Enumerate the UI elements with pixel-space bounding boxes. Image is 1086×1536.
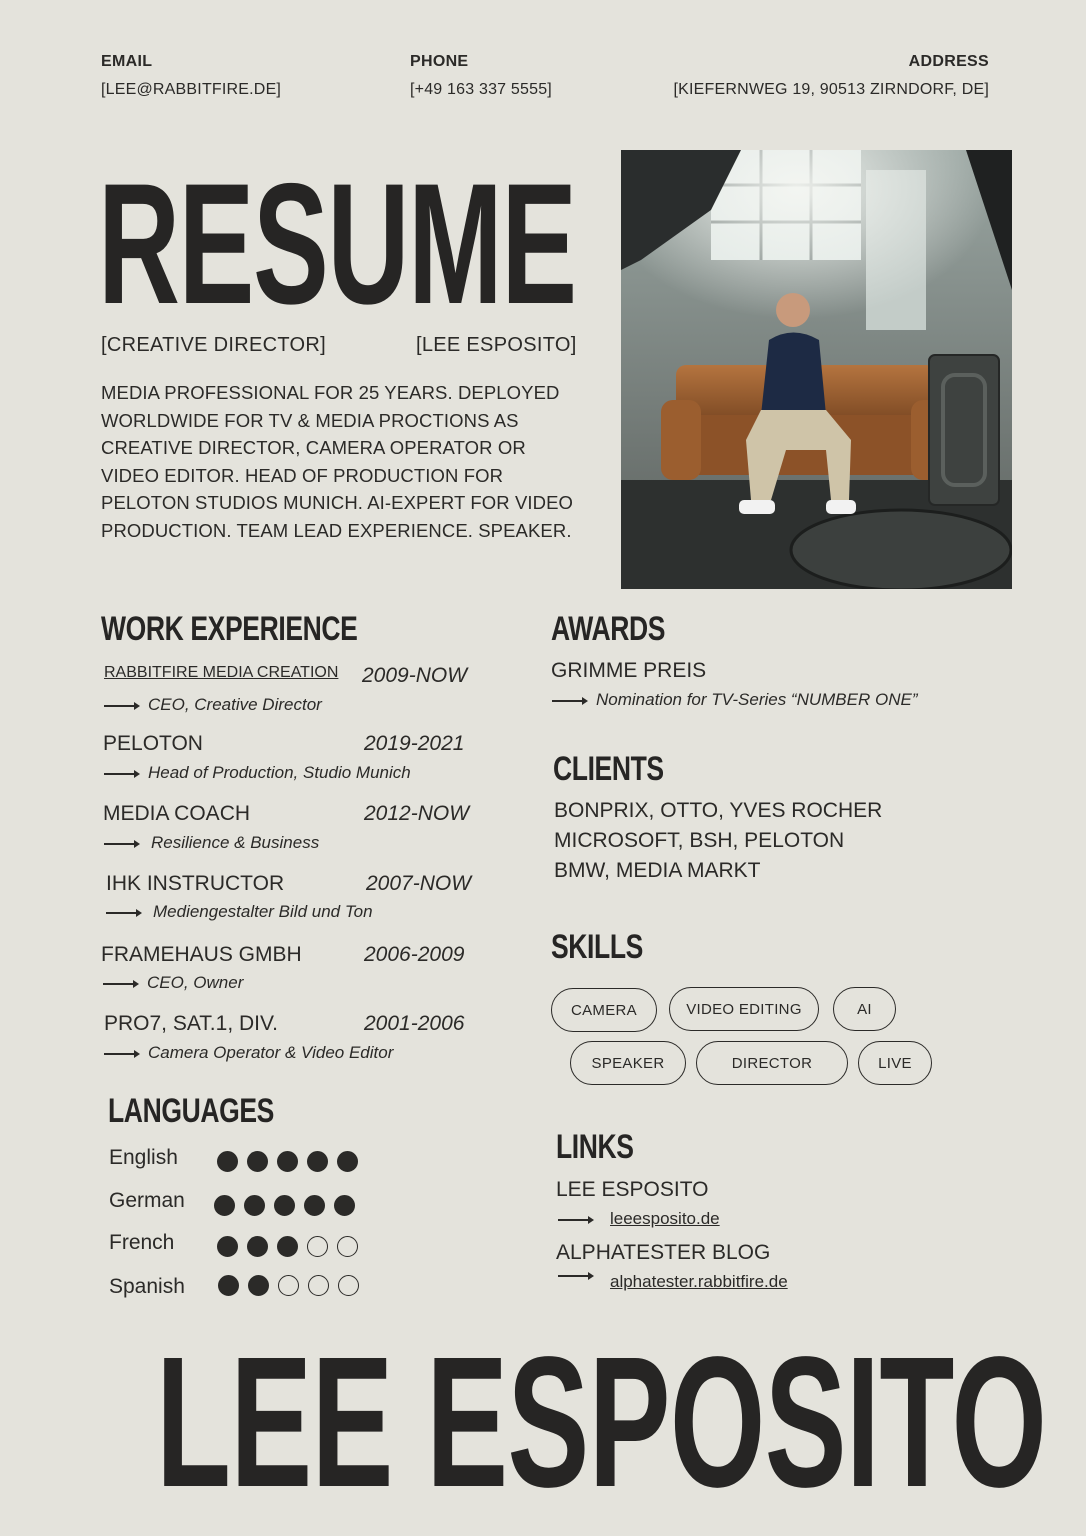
footer-name: LEE ESPOSITO — [156, 1319, 1047, 1526]
arrow-right-icon — [552, 695, 588, 705]
rating-dot-filled — [217, 1151, 238, 1172]
studio-photo-illustration — [621, 150, 1012, 589]
arrow-right-icon — [106, 907, 142, 917]
links-heading: LINKS — [556, 1128, 634, 1166]
role-tag: [CREATIVE DIRECTOR] — [101, 334, 326, 356]
skill-tag-director: DIRECTOR — [696, 1041, 848, 1085]
skill-tag-live: LIVE — [858, 1041, 932, 1085]
phone-value[interactable]: [+49 163 337 5555] — [410, 81, 552, 98]
rating-dot-filled — [217, 1236, 238, 1257]
link-title: LEE ESPOSITO — [556, 1178, 709, 1201]
job-company: PRO7, SAT.1, DIV. — [104, 1012, 278, 1035]
address-label: ADDRESS — [908, 53, 989, 70]
link-row — [558, 1209, 720, 1229]
name-tag: [LEE ESPOSITO] — [416, 334, 577, 356]
skills-heading: SKILLS — [551, 928, 643, 966]
rating-dot-filled — [304, 1195, 325, 1216]
awards-heading: AWARDS — [551, 610, 666, 648]
job-company: MEDIA COACH — [103, 802, 251, 825]
link-row — [558, 1266, 788, 1292]
email-value[interactable]: [LEE@RABBITFIRE.DE] — [101, 81, 282, 98]
profile-photo — [621, 150, 1012, 589]
skill-tag-speaker: SPEAKER — [570, 1041, 686, 1085]
email-label: EMAIL — [101, 53, 153, 70]
rating-dot-empty — [338, 1275, 359, 1296]
job-role-text: CEO, Creative Director — [148, 695, 322, 714]
job-years: 2012-NOW — [364, 802, 470, 825]
rating-dot-filled — [277, 1151, 298, 1172]
rating-dot-filled — [337, 1151, 358, 1172]
rating-dot-empty — [337, 1236, 358, 1257]
rating-dot-empty — [308, 1275, 329, 1296]
job-role — [104, 695, 322, 715]
job-years: 2009-NOW — [362, 664, 468, 687]
award-detail-text: Nomination for TV-Series “NUMBER ONE” — [596, 690, 918, 709]
link-title: ALPHATESTER BLOG — [556, 1241, 771, 1264]
rating-dot-filled — [334, 1195, 355, 1216]
job-years: 2001-2006 — [364, 1012, 465, 1035]
rating-dot-filled — [247, 1151, 268, 1172]
arrow-right-icon — [104, 838, 140, 848]
language-rating — [217, 1236, 358, 1257]
rating-dot-filled — [247, 1236, 268, 1257]
job-company: IHK INSTRUCTOR — [106, 872, 285, 895]
language-name: Spanish — [109, 1275, 185, 1298]
address-value: [KIEFERNWEG 19, 90513 ZIRNDORF, DE] — [673, 81, 989, 98]
rating-dot-filled — [244, 1195, 265, 1216]
job-years: 2006-2009 — [364, 943, 465, 966]
skill-tag-video-editing: VIDEO EDITING — [669, 987, 819, 1031]
job-role — [103, 973, 243, 993]
job-role-text: Mediengestalter Bild und Ton — [153, 902, 373, 921]
language-rating — [217, 1151, 358, 1172]
client-line: MICROSOFT, BSH, PELOTON — [554, 829, 845, 852]
language-name: German — [109, 1189, 185, 1212]
job-company: PELOTON — [103, 732, 203, 755]
language-rating — [214, 1195, 355, 1216]
arrow-right-icon — [558, 1214, 594, 1224]
job-role — [104, 763, 411, 783]
summary-text: MEDIA PROFESSIONAL FOR 25 YEARS. DEPLOYED WORLDWIDE FOR TV & MEDIA PROCTIONS AS CREATIVE DIRECTOR, CAMERA OPERATOR OR VIDEO EDITOR. HEAD OF PRODUCTION FOR PELOTON STUDIOS MUNICH. AI-EXPERT FOR VIDEO PRODUCTION. TEAM LEAD EXPERIENCE. SPEAKER. — [101, 382, 574, 541]
award-title: GRIMME PREIS — [551, 659, 707, 682]
client-line: BMW, MEDIA MARKT — [554, 859, 761, 882]
job-role-text: Head of Production, Studio Munich — [148, 763, 411, 782]
rating-dot-filled — [277, 1236, 298, 1257]
arrow-right-icon — [104, 700, 140, 710]
arrow-right-icon — [104, 768, 140, 778]
job-company[interactable]: RABBITFIRE MEDIA CREATION — [104, 664, 339, 681]
resume-title: RESUME — [98, 148, 576, 340]
link-url[interactable]: leeesposito.de — [610, 1209, 720, 1228]
skill-tag-ai: AI — [833, 987, 896, 1031]
job-role — [106, 902, 373, 922]
language-rating — [218, 1275, 359, 1296]
language-name: French — [109, 1231, 175, 1254]
phone-label: PHONE — [410, 53, 469, 70]
job-role — [104, 1043, 393, 1063]
job-role-text: Resilience & Business — [151, 833, 320, 852]
job-years: 2007-NOW — [366, 872, 472, 895]
rating-dot-filled — [218, 1275, 239, 1296]
link-url[interactable]: alphatester.rabbitfire.de — [610, 1272, 788, 1291]
job-company: FRAMEHAUS GMBH — [101, 943, 302, 966]
rating-dot-filled — [274, 1195, 295, 1216]
award-detail — [552, 690, 918, 710]
arrow-right-icon — [558, 1270, 594, 1280]
language-name: English — [109, 1146, 178, 1169]
clients-heading: CLIENTS — [553, 750, 664, 788]
client-line: BONPRIX, OTTO, YVES ROCHER — [554, 799, 883, 822]
work-experience-heading: WORK EXPERIENCE — [101, 610, 358, 648]
arrow-right-icon — [104, 1048, 140, 1058]
arrow-right-icon — [103, 978, 139, 988]
rating-dot-filled — [248, 1275, 269, 1296]
job-years: 2019-2021 — [364, 732, 465, 755]
skill-tag-camera: CAMERA — [551, 988, 657, 1032]
languages-heading: LANGUAGES — [108, 1092, 274, 1130]
job-role-text: CEO, Owner — [147, 973, 244, 992]
job-role — [104, 833, 319, 853]
job-role-text: Camera Operator & Video Editor — [148, 1043, 394, 1062]
rating-dot-empty — [278, 1275, 299, 1296]
rating-dot-filled — [214, 1195, 235, 1216]
rating-dot-filled — [307, 1151, 328, 1172]
rating-dot-empty — [307, 1236, 328, 1257]
